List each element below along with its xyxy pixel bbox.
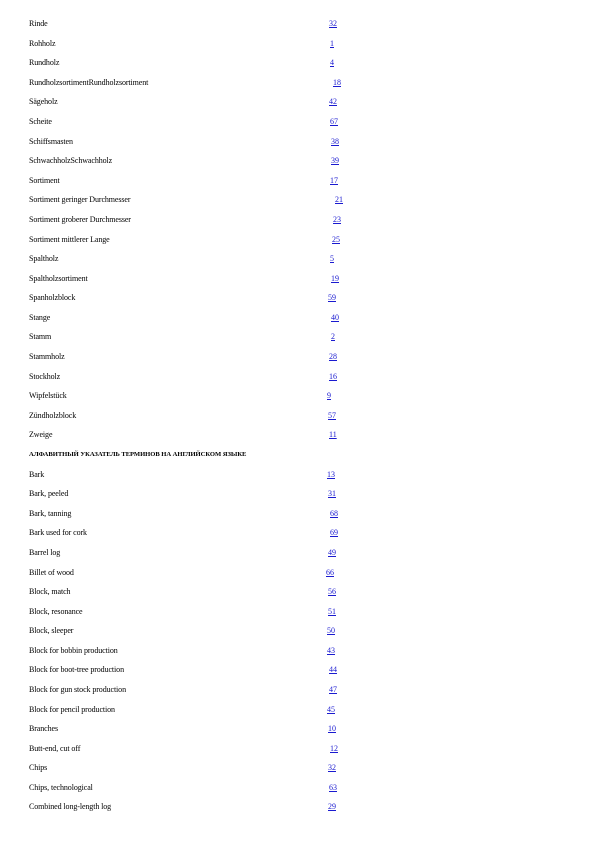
- index-row: [0, 350, 595, 364]
- page-link[interactable]: 31: [328, 489, 336, 498]
- page-link[interactable]: 50: [327, 626, 335, 635]
- index-term: Stammholz: [29, 352, 65, 361]
- index-row: [0, 56, 595, 70]
- page-link[interactable]: 4: [330, 58, 334, 67]
- index-term: Sortiment: [29, 176, 60, 185]
- index-row: [0, 781, 595, 795]
- page-link[interactable]: 43: [327, 646, 335, 655]
- page-link[interactable]: 21: [335, 195, 343, 204]
- index-row: [0, 761, 595, 775]
- index-row: [0, 800, 595, 814]
- index-row: [0, 683, 595, 697]
- index-row: [0, 526, 595, 540]
- index-term: Barrel log: [29, 548, 61, 557]
- index-term: Spaltholz: [29, 254, 59, 263]
- index-term: Chips: [29, 763, 48, 772]
- page-link[interactable]: 12: [330, 744, 338, 753]
- index-row: [0, 644, 595, 658]
- page-link[interactable]: 2: [331, 332, 335, 341]
- index-term: RundholzsortimentRundholzsortiment: [29, 78, 149, 87]
- page-link[interactable]: 32: [328, 763, 336, 772]
- page-link[interactable]: 51: [328, 607, 336, 616]
- index-term: Scheite: [29, 117, 52, 126]
- index-row: [0, 742, 595, 756]
- index-row: [0, 115, 595, 129]
- index-row: [0, 370, 595, 384]
- page-link[interactable]: 40: [331, 313, 339, 322]
- section-heading: АЛФАВИТНЫЙ УКАЗАТЕЛЬ ТЕРМИНОВ НА АНГЛИЙСКОМ ЯЗЫКЕ: [29, 451, 247, 458]
- page-link[interactable]: 49: [328, 548, 336, 557]
- page-link[interactable]: 56: [328, 587, 336, 596]
- page-link[interactable]: 13: [327, 470, 335, 479]
- index-term: Stockholz: [29, 372, 61, 381]
- index-term: Combined long-length log: [29, 802, 112, 811]
- index-row: [0, 722, 595, 736]
- page-link[interactable]: 63: [329, 783, 337, 792]
- index-term: Spanholzblock: [29, 293, 76, 302]
- page-link[interactable]: 5: [330, 254, 334, 263]
- page-link[interactable]: 67: [330, 117, 338, 126]
- index-row: [0, 135, 595, 149]
- index-row: [0, 174, 595, 188]
- index-term: Block for bobbin production: [29, 646, 118, 655]
- page-link[interactable]: 17: [330, 176, 338, 185]
- index-row: [0, 487, 595, 501]
- index-row: [0, 663, 595, 677]
- index-row: [0, 154, 595, 168]
- index-term: Block for gun stock production: [29, 685, 126, 694]
- index-row: [0, 409, 595, 423]
- index-term: Billet of wood: [29, 568, 74, 577]
- page-link[interactable]: 38: [331, 137, 339, 146]
- page-link[interactable]: 9: [327, 391, 331, 400]
- index-term: Bark, peeled: [29, 489, 69, 498]
- index-term: Bark: [29, 470, 45, 479]
- index-term: Zweige: [29, 430, 53, 439]
- index-term: Rinde: [29, 19, 48, 28]
- index-row: [0, 330, 595, 344]
- index-term: Bark, tanning: [29, 509, 72, 518]
- section-heading-row: [0, 448, 595, 462]
- index-term: Stange: [29, 313, 51, 322]
- page-link[interactable]: 19: [331, 274, 339, 283]
- page-link[interactable]: 1: [330, 39, 334, 48]
- index-row: [0, 272, 595, 286]
- page-link[interactable]: 57: [328, 411, 336, 420]
- index-term: Sägeholz: [29, 97, 58, 106]
- index-row: [0, 193, 595, 207]
- index-row: [0, 703, 595, 717]
- page-link[interactable]: 69: [330, 528, 338, 537]
- page-link[interactable]: 18: [333, 78, 341, 87]
- index-row: [0, 428, 595, 442]
- index-term: Bark used for cork: [29, 528, 87, 537]
- index-term: Sortiment geringer Durchmesser: [29, 195, 131, 204]
- index-row: [0, 252, 595, 266]
- page-link[interactable]: 11: [329, 430, 337, 439]
- index-term: Wipfelstück: [29, 391, 67, 400]
- page-link[interactable]: 39: [331, 156, 339, 165]
- index-term: Block, resonance: [29, 607, 83, 616]
- page-link[interactable]: 29: [328, 802, 336, 811]
- index-term: Sortiment groberer Durchmesser: [29, 215, 131, 224]
- index-term: Chips, technological: [29, 783, 93, 792]
- index-term: Spaltholzsortiment: [29, 274, 88, 283]
- page-link[interactable]: 47: [329, 685, 337, 694]
- index-row: [0, 17, 595, 31]
- page-link[interactable]: 68: [330, 509, 338, 518]
- index-row: [0, 566, 595, 580]
- index-term: Rohholz: [29, 39, 56, 48]
- index-row: [0, 624, 595, 638]
- page-link[interactable]: 45: [327, 705, 335, 714]
- index-row: [0, 389, 595, 403]
- index-term: Block for boot-tree production: [29, 665, 124, 674]
- index-row: [0, 95, 595, 109]
- index-term: Rundholz: [29, 58, 60, 67]
- index-term: Block, sleeper: [29, 626, 74, 635]
- page-link[interactable]: 59: [328, 293, 336, 302]
- index-term: Schiffsmasten: [29, 137, 73, 146]
- index-term: Butt-end, cut off: [29, 744, 81, 753]
- index-term: Zündholzblock: [29, 411, 77, 420]
- index-row: [0, 468, 595, 482]
- index-term: Block for pencil production: [29, 705, 115, 714]
- page-link[interactable]: 23: [333, 215, 341, 224]
- index-row: [0, 507, 595, 521]
- index-term: Stamm: [29, 332, 52, 341]
- page-link[interactable]: 66: [326, 568, 334, 577]
- index-row: [0, 213, 595, 227]
- page-link[interactable]: 42: [329, 97, 337, 106]
- page-link[interactable]: 25: [332, 235, 340, 244]
- index-row: [0, 76, 595, 90]
- index-row: [0, 37, 595, 51]
- index-term: Sortiment mittlerer Lange: [29, 235, 110, 244]
- page-link[interactable]: 32: [329, 19, 337, 28]
- index-row: [0, 546, 595, 560]
- index-row: [0, 291, 595, 305]
- index-term: Branches: [29, 724, 58, 733]
- index-row: [0, 605, 595, 619]
- index-term: SchwachholzSchwachholz: [29, 156, 113, 165]
- page-link[interactable]: 44: [329, 665, 337, 674]
- index-term: Block, match: [29, 587, 71, 596]
- page-link[interactable]: 16: [329, 372, 337, 381]
- index-row: [0, 233, 595, 247]
- index-row: [0, 311, 595, 325]
- page-link[interactable]: 28: [329, 352, 337, 361]
- index-row: [0, 585, 595, 599]
- page-link[interactable]: 10: [328, 724, 336, 733]
